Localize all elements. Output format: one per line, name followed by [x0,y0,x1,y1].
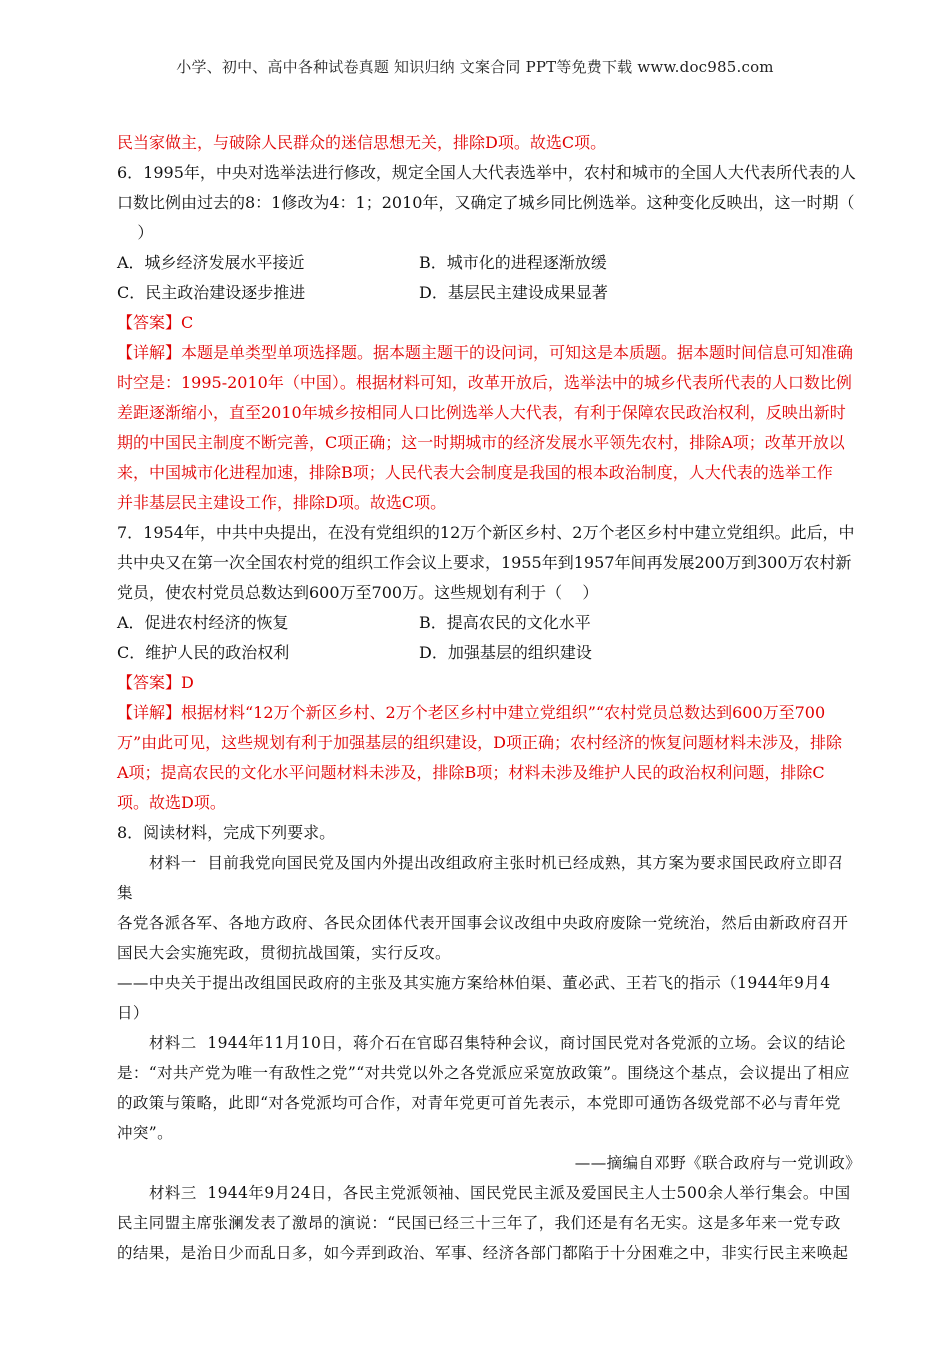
page-header: 小学、初中、高中各种试卷真题 知识归纳 文案合同 PPT等免费下载 www.doc985.com [176,58,774,76]
q6-explanation [117,338,861,518]
material-line: 民主同盟主席张澜发表了激昂的演说：“民国已经三十三年了，我们还是有名无实。这是多年来一党专政 [117,1214,841,1232]
question-7 [117,518,861,818]
q6-stem-line: ） [117,223,154,242]
material-line: 国民大会实施宪政，贯彻抗战国策，实行反攻。 [117,944,451,962]
q7-option-d: D．加强基层的组织建设 [419,643,592,662]
q7-option-b: B．提高农民的文化水平 [419,613,591,632]
q6-answer: 【答案】C [117,313,194,332]
material-line: 各党各派各军、各地方政府、各民众团体代表开国事会议改组中央政府废除一党统治，然后由新政府召开 [117,914,849,932]
q7-stem-line: 共中央又在第一次全国农村党的组织工作会议上要求，1955年到1957年间再发展200万到300万农村新 [117,553,852,572]
q6-explanation-line: 【详解】本题是单类型单项选择题。据本题主题干的设问词，可知这是本质题。据本题时间信息可知准确 [117,343,854,362]
q7-stem-line: 7．1954年，中共中央提出，在没有党组织的12万个新区乡村、2万个老区乡村中建立党组织。此后，中 [117,523,855,542]
q6-option-d: D．基层民主建设成果显著 [419,283,608,302]
material-line: 材料一 目前我党向国民党及国内外提出改组政府主张时机已经成熟，其方案为要求国民政府立即召 [149,854,844,872]
q7-answer: 【答案】D [117,673,194,692]
q7-explanation-line: 项。故选D项。 [117,793,226,812]
q7-stem-line: 党员，使农村党员总数达到600万至700万。这些规划有利于（ ） [117,583,599,602]
q7-explanation-line: 【详解】根据材料“12万个新区乡村、2万个老区乡村中建立党组织”“农村党员总数达到600万至700 [117,703,826,722]
q6-option-b: B．城市化的进程逐渐放缓 [419,253,607,272]
q8-material-1 [117,848,861,1028]
q6-stem-line: 6．1995年，中央对选举法进行修改，规定全国人大代表选举中，农村和城市的全国人大代表所代表的人 [117,163,856,182]
material-2-source: ——摘编自邓野《联合政府与一党训政》 [574,1154,861,1172]
q6-option-c: C．民主政治建设逐步推进 [117,283,306,302]
q6-explanation-line: 来，中国城市化进程加速，排除B项；人民代表大会制度是我国的根本政治制度，人大代表的选举工作 [117,463,833,482]
material-line: ——中央关于提出改组国民政府的主张及其实施方案给林伯渠、董必武、王若飞的指示（1944年9月4 [117,974,831,992]
material-line: 材料三 1944年9月24日，各民主党派领袖、国民党民主派及爱国民主人士500余人举行集会。中国 [149,1184,851,1202]
q6-options [117,248,861,308]
q6-option-a: A．城乡经济发展水平接近 [117,253,305,272]
material-line: 是：“对共产党为唯一有敌性之党”“对共党以外之各党派应采宽放政策”。围绕这个基点，会议提出了相应 [117,1064,850,1082]
q7-option-a: A．促进农村经济的恢复 [117,613,289,632]
q6-explanation-line: 并非基层民主建设工作，排除D项。故选C项。 [117,493,447,512]
q7-explanation-line: A项；提高农民的文化水平问题材料未涉及，排除B项；材料未涉及维护人民的政治权利问题，排除C [117,763,825,782]
q6-stem-line: 口数比例由过去的8：1修改为4：1；2010年，又确定了城乡同比例选举。这种变化反映出，这一时期（ [117,193,855,212]
q8-material-2 [117,1028,861,1178]
q8-material-3 [117,1178,861,1268]
material-line: 的政策与策略，此即“对各党派均可合作，对青年党更可首先表示，本党即可通饬各级党部不必与青年党 [117,1094,841,1112]
q7-option-c: C．维护人民的政治权利 [117,643,290,662]
material-line: 日） [117,1004,149,1022]
q7-explanation-line: 万”由此可见，这些规划有利于加强基层的组织建设，D项正确；农村经济的恢复问题材料未涉及，排除 [117,733,843,752]
q7-explanation [117,698,861,818]
material-line: 集 [117,884,133,902]
q8-intro: 8．阅读材料，完成下列要求。 [117,823,336,842]
q6-explanation-line: 差距逐渐缩小，直至2010年城乡按相同人口比例选举人大代表，有利于保障农民政治权利，反映出新时 [117,403,846,422]
question-6 [117,158,861,518]
material-line: 材料二 1944年11月10日，蒋介石在官邸召集特种会议，商讨国民党对各党派的立场。会议的结论 [149,1034,846,1052]
q7-options [117,608,861,668]
question-8 [117,818,861,1268]
material-line: 冲突”。 [117,1124,174,1142]
prev-explanation-tail: 民当家做主，与破除人民群众的迷信思想无关，排除D项。故选C项。 [117,133,607,152]
q6-explanation-line: 期的中国民主制度不断完善，C项正确；这一时期城市的经济发展水平领先农村，排除A项；改革开放以 [117,433,845,452]
material-line: 的结果，是治日少而乱日多，如今弄到政治、军事、经济各部门都陷于十分困难之中，非实行民主来唤起 [117,1244,849,1262]
q6-explanation-line: 时空是：1995-2010年（中国）。根据材料可知，改革开放后，选举法中的城乡代表所代表的人口数比例 [117,373,852,392]
page-content [117,128,861,1268]
